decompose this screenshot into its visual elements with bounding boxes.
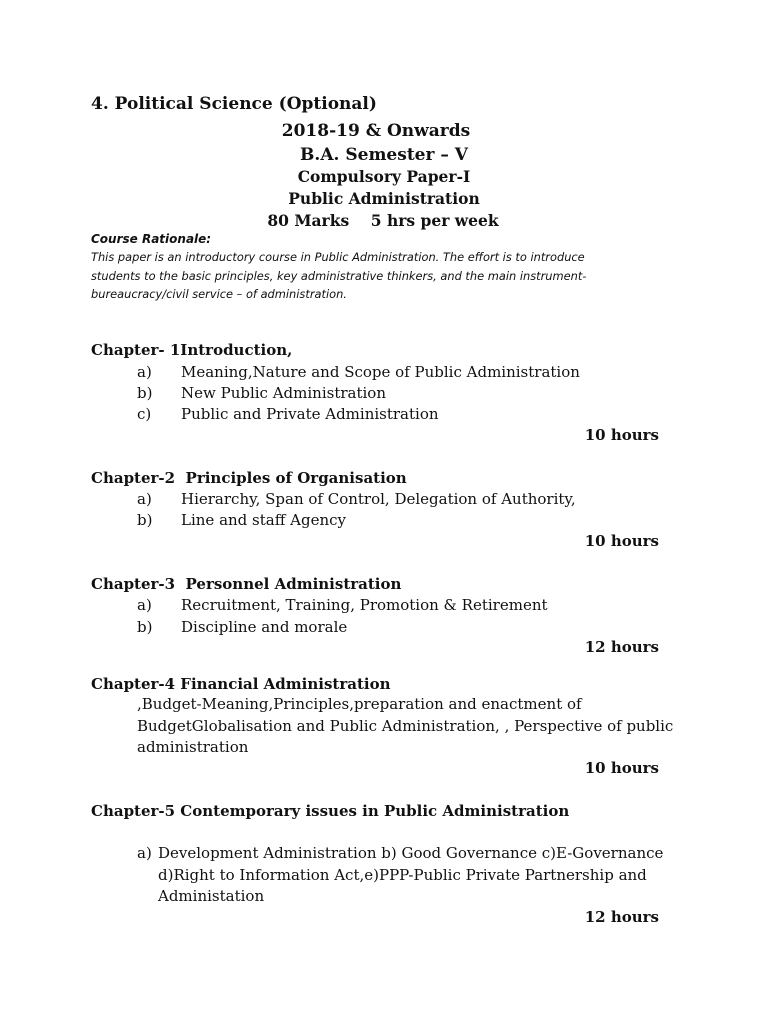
- list-item-letter: b): [137, 384, 153, 402]
- chapter-2-heading: Chapter-2 Principles of Organisation: [91, 469, 407, 487]
- list-item-letter: c): [137, 405, 152, 423]
- list-item-letter: a): [137, 490, 152, 508]
- list-item: Hierarchy, Span of Control, Delegation of Authority,: [181, 490, 576, 508]
- semester-heading: B.A. Semester – V: [300, 145, 468, 165]
- rationale-line: students to the basic principles, key administrative thinkers, and the main instrument-: [91, 268, 587, 283]
- list-item: New Public Administration: [181, 384, 386, 402]
- list-item: Meaning,Nature and Scope of Public Administration: [181, 363, 580, 381]
- paragraph-line: BudgetGlobalisation and Public Administration, , Perspective of public: [137, 716, 674, 735]
- chapter-5-hours: 12 hours: [584, 908, 659, 926]
- chapter-5-heading: Chapter-5 Contemporary issues in Public Administration: [91, 802, 570, 820]
- chapter-4-hours: 10 hours: [584, 759, 659, 777]
- list-item: Public and Private Administration: [181, 405, 439, 423]
- list-item-letter: a): [137, 363, 152, 381]
- chapter-2-hours: 10 hours: [584, 532, 659, 550]
- chapter-4-description: [137, 694, 673, 759]
- document-title: 4. Political Science (Optional): [91, 94, 377, 114]
- list-item-letter: a): [137, 844, 152, 862]
- chapter-3-hours: 12 hours: [584, 638, 659, 656]
- chapter-4-heading: Chapter-4 Financial Administration: [91, 675, 391, 693]
- list-item-letter: b): [137, 511, 153, 529]
- list-item: Discipline and morale: [181, 618, 348, 636]
- list-item: Recruitment, Training, Promotion & Retirement: [181, 596, 548, 614]
- chapter-3-heading: Chapter-3 Personnel Administration: [91, 575, 402, 593]
- list-item: Line and staff Agency: [181, 511, 346, 529]
- rationale-line: This paper is an introductory course in Public Administration. The effort is to introduce: [91, 250, 585, 264]
- marks-heading: 80 Marks 5 hrs per week: [267, 211, 499, 230]
- paragraph-line: administration: [137, 738, 249, 756]
- chapter-5-description: [158, 843, 663, 908]
- paragraph-line: Administation: [158, 887, 265, 905]
- rationale-line: bureaucracy/civil service – of administration.: [91, 287, 347, 301]
- paragraph-line: d)Right to Information Act,e)PPP-Public Private Partnership and: [158, 865, 647, 884]
- academic-year: 2018-19 & Onwards: [281, 121, 471, 141]
- list-item-letter: a): [137, 596, 152, 614]
- rationale-text: [91, 248, 671, 304]
- chapter-1-hours: 10 hours: [584, 426, 659, 444]
- paragraph-line: ,Budget-Meaning,Principles,preparation and enactment of: [137, 695, 582, 713]
- chapter-1-heading: Chapter- 1Introduction,: [91, 341, 293, 359]
- subject-heading: Public Administration: [288, 189, 480, 208]
- rationale-label: Course Rationale:: [91, 232, 212, 246]
- paragraph-line: Development Administration b) Good Governance c)E-Governance: [158, 844, 664, 862]
- paper-heading: Compulsory Paper-I: [297, 167, 471, 186]
- list-item-letter: b): [137, 618, 153, 636]
